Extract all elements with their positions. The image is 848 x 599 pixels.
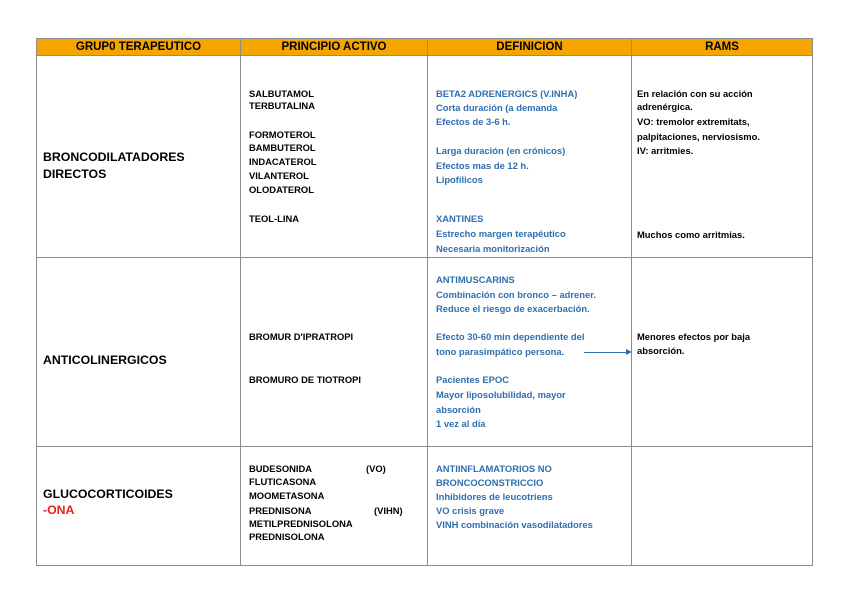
table-row: [37, 258, 813, 447]
header-row: [37, 39, 813, 56]
definicion-cell: [428, 447, 631, 565]
definicion-line: Estrecho margen terapéutico: [436, 228, 566, 239]
principio-item: FLUTICASONA: [249, 476, 317, 487]
principio-item: BROMURO DE TIOTROPI: [249, 374, 361, 385]
header-principio: PRINCIPIO ACTIVO: [241, 39, 428, 56]
definicion-line: Mayor liposolubilidad, mayor: [436, 389, 566, 400]
principio-cell: [241, 447, 427, 565]
definicion-line: Efecto 30-60 min dependiente del: [436, 331, 585, 342]
principio-item: MOOMETASONA: [249, 490, 325, 501]
group-name: GLUCOCORTICOIDES: [43, 487, 173, 501]
definicion-line: VINH combinación vasodilatadores: [436, 519, 593, 530]
principio-item: OLODATEROL: [249, 184, 314, 195]
principio-cell: [241, 258, 427, 446]
drug-table: [36, 38, 813, 566]
definicion-line: Efectos de 3-6 h.: [436, 116, 511, 127]
header-definicion: DEFINICION: [428, 39, 632, 56]
definicion-line: ANTIMUSCARINS: [436, 274, 515, 285]
group-name: BRONCODILATADORES: [43, 150, 185, 164]
group-cell: [37, 447, 240, 565]
definicion-line: Combinación con bronco – adrener.: [436, 289, 596, 300]
header-grupo: GRUP0 TERAPEUTICO: [37, 39, 241, 56]
group-cell: [37, 56, 240, 257]
principio-route: (VO): [366, 463, 386, 474]
rams-line: adrenérgica.: [637, 101, 693, 112]
table-row: [37, 447, 813, 566]
rams-line: Menores efectos por baja: [637, 331, 751, 342]
group-cell: [37, 258, 240, 446]
principio-item: SALBUTAMOL: [249, 88, 314, 99]
definicion-line: 1 vez al día: [436, 418, 486, 429]
definicion-cell: [428, 56, 631, 257]
definicion-line: XANTINES: [436, 213, 484, 224]
principio-item: VILANTEROL: [249, 170, 309, 181]
rams-cell: [632, 56, 812, 257]
arrow-line: [584, 352, 626, 353]
rams-line: absorción.: [637, 345, 685, 356]
group-name: DIRECTOS: [43, 167, 107, 181]
principio-item: TEOL-LINA: [249, 213, 299, 224]
definicion-line: Larga duración (en crónicos): [436, 145, 566, 156]
principio-item: METILPREDNISOLONA: [249, 518, 353, 529]
rams-line: IV: arritmies.: [637, 145, 694, 156]
definicion-line: Necesaria monitorización: [436, 243, 550, 254]
principio-item: TERBUTALINA: [249, 100, 315, 111]
rams-line: En relación con su acción: [637, 88, 753, 99]
definicion-line: Lipofílicos: [436, 174, 483, 185]
principio-cell: [241, 56, 427, 257]
principio-route: (VIHN): [374, 505, 403, 516]
definicion-line: absorción: [436, 404, 481, 415]
rams-line: VO: tremolor extremitats,: [637, 116, 750, 127]
definicion-line: Pacientes EPOC: [436, 374, 509, 385]
definicion-line: Inhibidores de leucotriens: [436, 491, 553, 502]
principio-item: FORMOTEROL: [249, 129, 316, 140]
definicion-line: Reduce el riesgo de exacerbación.: [436, 303, 590, 314]
definicion-line: BETA2 ADRENERGICS (V.INHA): [436, 88, 578, 99]
group-suffix: -ONA: [43, 503, 75, 517]
principio-item: PREDNISOLONA: [249, 531, 325, 542]
definicion-line: tono parasimpático persona.: [436, 346, 565, 357]
rams-cell: [632, 447, 812, 565]
principio-item: BUDESONIDA: [249, 463, 313, 474]
definicion-line: VO crisis grave: [436, 505, 505, 516]
rams-line: Muchos como arritmias.: [637, 229, 745, 240]
rams-line: palpitaciones, nerviosismo.: [637, 131, 760, 142]
principio-item: BROMUR D'IPRATROPI: [249, 331, 354, 342]
principio-item: BAMBUTEROL: [249, 142, 316, 153]
rams-cell: [632, 258, 812, 446]
principio-item: PREDNISONA: [249, 505, 312, 516]
definicion-line: ANTIINFLAMATORIOS NO: [436, 463, 552, 474]
group-name: ANTICOLINERGICOS: [43, 353, 167, 367]
definicion-line: Corta duración (a demanda: [436, 102, 558, 113]
principio-item: INDACATEROL: [249, 156, 317, 167]
header-rams: RAMS: [632, 39, 813, 56]
definicion-line: BRONCOCONSTRICCIO: [436, 477, 544, 488]
definicion-line: Efectos mas de 12 h.: [436, 160, 529, 171]
table-row: [37, 56, 813, 258]
definicion-cell: [428, 258, 631, 446]
